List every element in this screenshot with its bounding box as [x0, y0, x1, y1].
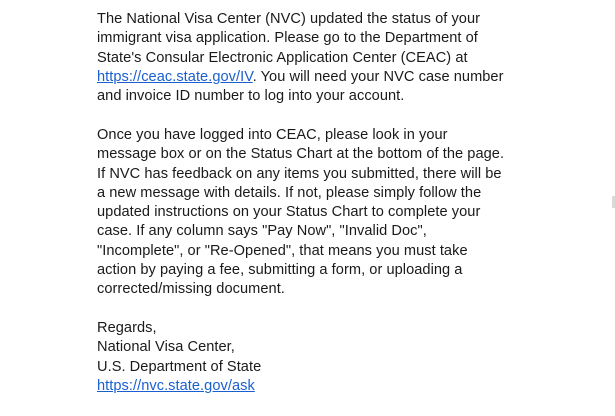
text-fragment: . You will need your NVC case number: [252, 68, 504, 85]
signature-block: [97, 319, 607, 396]
text-line: "Incomplete", or "Re-Opened", that means you must take: [97, 242, 468, 259]
text-line-with-link: [97, 68, 607, 87]
text-line: a new message with details. If not, please simply follow the: [97, 184, 482, 201]
ceac-link[interactable]: https://ceac.state.gov/IV: [97, 68, 253, 85]
text-line: and invoice ID number to log into your account.: [97, 88, 405, 105]
text-line: case. If any column says "Pay Now", "Invalid Doc",: [97, 223, 427, 240]
text-line: If NVC has feedback on any items you submitted, there will be: [97, 165, 502, 182]
text-line: immigrant visa application. Please go to the Department of: [97, 30, 478, 47]
signature-link-line: [97, 377, 607, 396]
email-body: [97, 10, 607, 416]
signature-dept: U.S. Department of State: [97, 358, 262, 375]
text-line: message box or on the Status Chart at the bottom of the page.: [97, 146, 505, 163]
signature-org: National Visa Center,: [97, 339, 235, 356]
text-line: Once you have logged into CEAC, please look in your: [97, 126, 448, 143]
nvc-ask-link[interactable]: https://nvc.state.gov/ask: [97, 378, 255, 395]
text-line: updated instructions on your Status Chart to complete your: [97, 204, 481, 221]
paragraph-instructions: [97, 126, 607, 300]
text-line: corrected/missing document.: [97, 281, 285, 298]
text-line: The National Visa Center (NVC) updated the status of your: [97, 11, 481, 27]
text-line: State's Consular Electronic Application Center (CEAC) at: [97, 49, 468, 66]
signature-regards: Regards,: [97, 320, 157, 337]
paragraph-status-update: [97, 10, 607, 106]
text-line: action by paying a fee, submitting a form, or uploading a: [97, 262, 463, 279]
